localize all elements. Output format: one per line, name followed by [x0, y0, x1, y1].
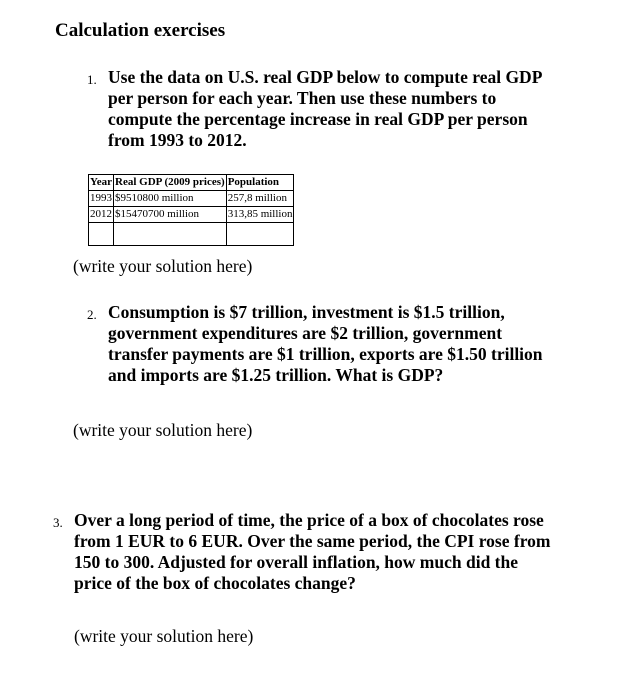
cell-year: 1993 — [89, 191, 114, 207]
header-real-gdp: Real GDP (2009 prices) — [114, 175, 227, 191]
question-text: Consumption is $7 trillion, investment is $1.5 trillion, government expenditures are $2 trillion, government transfer payments are $1 trillion, exports are $1.50 trillion and imports are $1.25 trillion. What is GDP? — [108, 302, 543, 385]
table-row — [89, 191, 294, 207]
cell-empty — [226, 223, 294, 246]
table-row — [89, 207, 294, 223]
table-header-row — [89, 175, 294, 191]
cell-real-gdp: $15470700 million — [114, 207, 227, 223]
cell-population: 257,8 million — [226, 191, 294, 207]
cell-empty — [114, 223, 227, 246]
page-title: Calculation exercises — [55, 20, 226, 41]
solution-placeholder-2[interactable]: (write your solution here) — [73, 420, 253, 440]
cell-empty — [89, 223, 114, 246]
solution-placeholder-3[interactable]: (write your solution here) — [74, 626, 254, 646]
solution-placeholder-1[interactable]: (write your solution here) — [73, 256, 253, 276]
table-row-empty — [89, 223, 294, 246]
question-3 — [53, 510, 554, 594]
question-number: 2. — [87, 307, 97, 322]
cell-population: 313,85 million — [226, 207, 294, 223]
header-year: Year — [89, 175, 114, 191]
header-population: Population — [226, 175, 294, 191]
question-text: Over a long period of time, the price of a box of chocolates rose from 1 EUR to 6 EUR. Over the same period, the CPI rose from 150 to 300. Adjusted for overall inflation, how much did the price of the box of chocolates change? — [74, 510, 551, 593]
gdp-table — [88, 174, 294, 246]
cell-year: 2012 — [89, 207, 114, 223]
question-2 — [87, 302, 548, 386]
question-number: 1. — [87, 72, 97, 87]
question-number: 3. — [53, 515, 63, 530]
question-1 — [87, 67, 548, 151]
question-text: Use the data on U.S. real GDP below to compute real GDP per person for each year. Then use these numbers to compute the percentage increase in real GDP per person from 1993 to 2012. — [108, 67, 542, 150]
cell-real-gdp: $9510800 million — [114, 191, 227, 207]
